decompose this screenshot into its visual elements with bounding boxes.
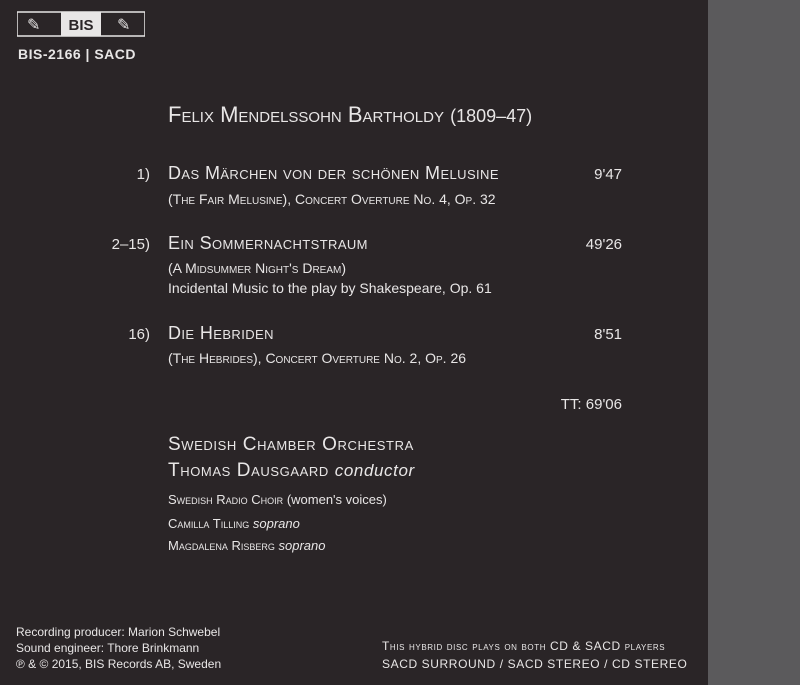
- choir-note: (women's voices): [286, 492, 387, 507]
- credit-copyright: ℗ & © 2015, BIS Records AB, Sweden: [16, 657, 222, 671]
- credit-engineer: Sound engineer: Thore Brinkmann: [16, 641, 200, 655]
- work-duration: 49'26: [585, 236, 622, 253]
- total-time: TT: 69'06: [560, 396, 622, 413]
- conductor-line: [168, 460, 415, 482]
- conductor-name: Thomas Dausgaard: [168, 460, 329, 481]
- svg-text:✎: ✎: [27, 15, 41, 34]
- track-number: 1): [136, 166, 150, 183]
- catalog-number: BIS-2166 | SACD: [18, 46, 137, 62]
- soloist-name: Camilla Tilling: [168, 516, 250, 531]
- soloist-role: soprano: [278, 538, 326, 553]
- composer-name: Felix Mendelssohn Bartholdy: [168, 102, 444, 127]
- work-subtitle: (The Fair Melusine), Concert Overture No. 4, Op. 32: [168, 191, 496, 207]
- work-title: Das Märchen von der schönen Melusine: [168, 163, 499, 183]
- hybrid-disc-note: This hybrid disc plays on both CD & SACD players: [382, 639, 666, 653]
- soloist-role: soprano: [252, 516, 300, 531]
- soloist-line: [168, 538, 325, 553]
- orchestra-name: Swedish Chamber Orchestra: [168, 434, 414, 455]
- work-title: Die Hebriden: [168, 323, 274, 343]
- work-subtitle: (The Hebrides), Concert Overture No. 2, Op. 26: [168, 350, 467, 366]
- track-number: 2–15): [111, 236, 150, 253]
- composer-line: [168, 102, 532, 128]
- bis-logo-text: BIS: [68, 17, 94, 34]
- credit-producer: Recording producer: Marion Schwebel: [16, 625, 221, 639]
- soloist-line: [168, 516, 300, 531]
- work-subtitle: Incidental Music to the play by Shakespeare, Op. 61: [168, 280, 492, 296]
- hybrid-formats: SACD SURROUND / SACD STEREO / CD STEREO: [382, 657, 688, 671]
- svg-text:✎: ✎: [117, 15, 131, 34]
- work-subtitle: (A Midsummer Night's Dream): [168, 260, 347, 276]
- format-sidebar: [708, 0, 800, 685]
- work-duration: 9'47: [594, 166, 622, 183]
- bis-logo: [17, 11, 145, 37]
- soloist-name: Magdalena Risberg: [168, 538, 275, 553]
- composer-years: (1809–47): [450, 106, 533, 126]
- work-title: Ein Sommernachtstraum: [168, 233, 368, 253]
- conductor-role: conductor: [334, 461, 415, 480]
- choir-name: Swedish Radio Choir: [168, 492, 284, 507]
- work-duration: 8'51: [594, 326, 622, 343]
- choir-line: [168, 492, 387, 507]
- track-number: 16): [128, 326, 150, 343]
